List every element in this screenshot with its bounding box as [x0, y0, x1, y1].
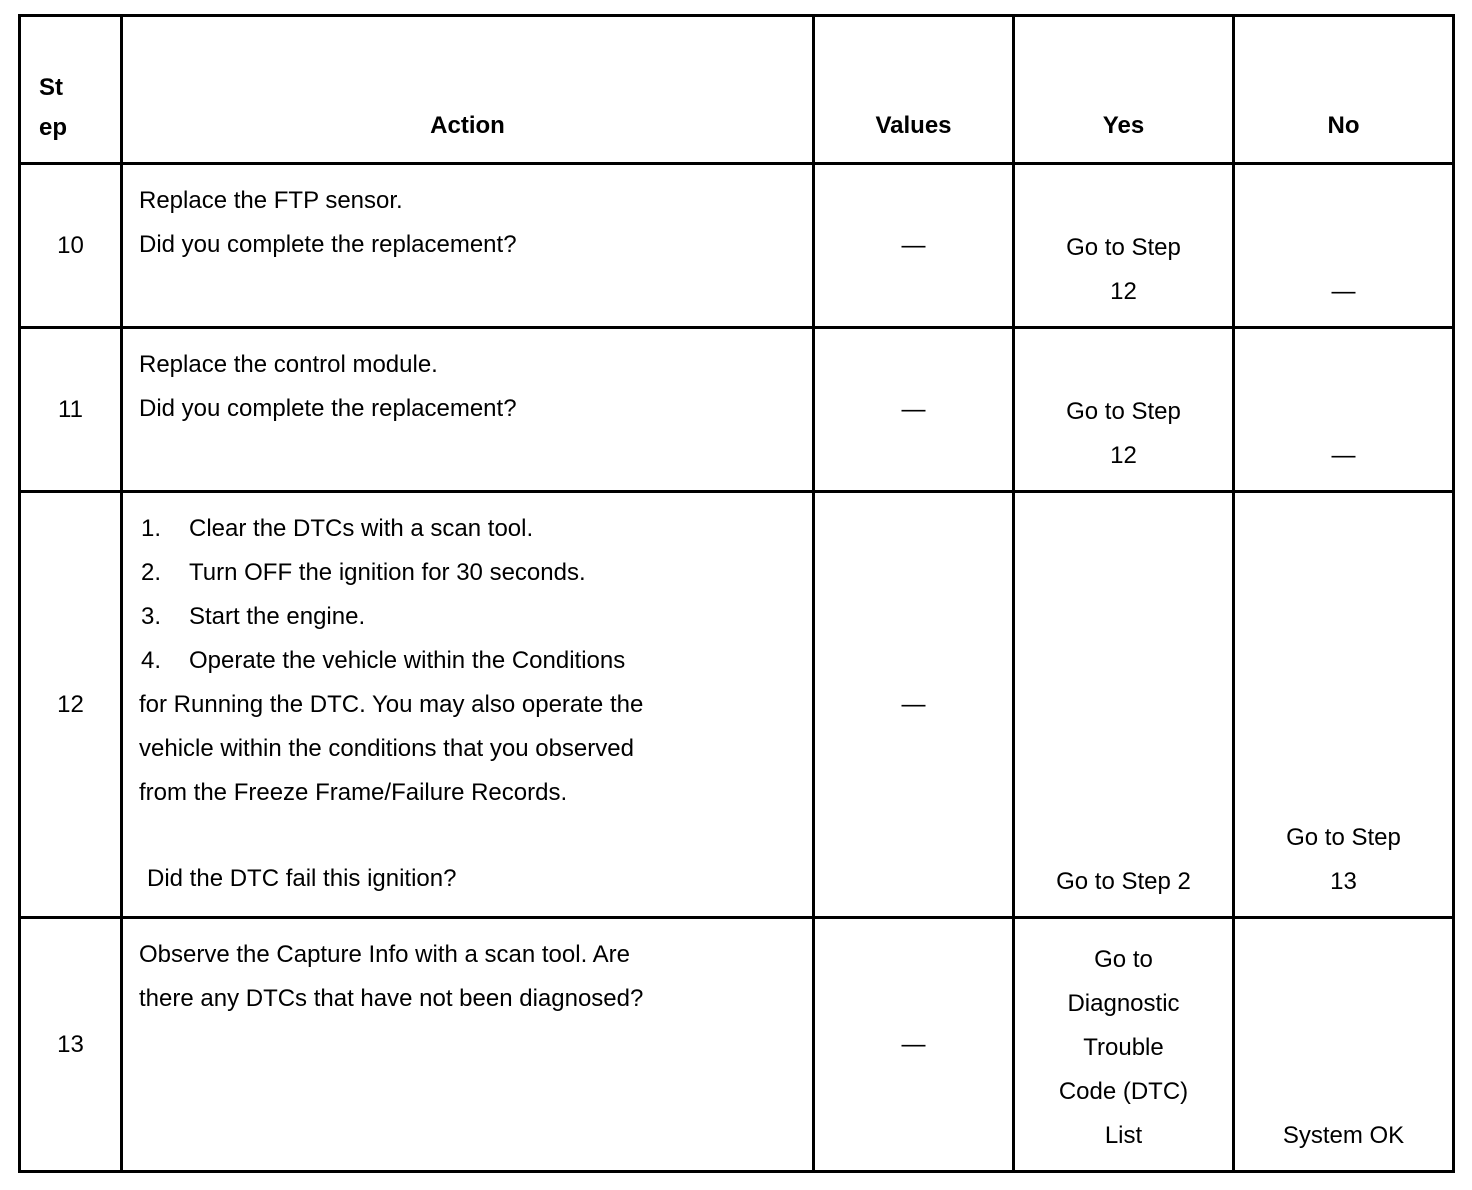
yes-line: Diagnostic — [1067, 990, 1180, 1017]
step-number: 11 — [20, 328, 122, 492]
table-row — [20, 164, 1454, 328]
no-line: 13 — [1330, 868, 1357, 895]
no-line: Go to Step — [1286, 824, 1401, 851]
list-item-number: 1. — [141, 515, 162, 542]
action-line: vehicle within the conditions that you observed — [139, 735, 634, 762]
yes-cell — [1014, 918, 1234, 1172]
values-cell: — — [814, 492, 1014, 918]
step-number: 10 — [20, 164, 122, 328]
table-row — [20, 328, 1454, 492]
action-line: Observe the Capture Info with a scan tool. Are — [139, 941, 630, 968]
list-item-number: 4. — [141, 647, 162, 674]
table-row — [20, 918, 1454, 1172]
step-number: 12 — [20, 492, 122, 918]
action-line: Did you complete the replacement? — [139, 395, 517, 422]
diagnostic-table-sheet — [18, 14, 1455, 1173]
header-step — [20, 16, 122, 164]
list-item-number: 3. — [141, 603, 162, 630]
list-item-text: Turn OFF the ignition for 30 seconds. — [189, 559, 586, 586]
action-line: Replace the control module. — [139, 351, 438, 378]
header-yes: Yes — [1014, 16, 1234, 164]
list-item-text: Clear the DTCs with a scan tool. — [189, 515, 534, 542]
action-line: for Running the DTC. You may also operate the — [139, 691, 644, 718]
action-cell — [122, 328, 814, 492]
yes-cell — [1014, 328, 1234, 492]
action-cell — [122, 164, 814, 328]
header-values: Values — [814, 16, 1014, 164]
diagnostic-steps-table — [18, 14, 1455, 1173]
header-step-line1: St — [39, 74, 63, 101]
yes-cell — [1014, 164, 1234, 328]
no-cell — [1234, 492, 1454, 918]
list-item — [139, 551, 796, 595]
yes-line: Go to Step — [1066, 398, 1181, 425]
action-line: from the Freeze Frame/Failure Records. — [139, 779, 568, 806]
action-question: Did the DTC fail this ignition? — [147, 865, 457, 892]
list-item-text: Start the engine. — [189, 603, 366, 630]
yes-line: 12 — [1110, 442, 1137, 469]
list-item — [139, 507, 796, 551]
yes-line: 12 — [1110, 278, 1137, 305]
yes-line: Go to — [1094, 946, 1153, 973]
values-cell: — — [814, 918, 1014, 1172]
values-cell: — — [814, 164, 1014, 328]
header-action: Action — [122, 16, 814, 164]
yes-line: Go to Step — [1066, 234, 1181, 261]
header-step-line2: ep — [39, 114, 68, 141]
action-cell — [122, 918, 814, 1172]
action-line: Did you complete the replacement? — [139, 231, 517, 258]
no-cell: — — [1234, 164, 1454, 328]
table-row — [20, 492, 1454, 918]
yes-line: Code (DTC) — [1058, 1078, 1189, 1105]
list-item-number: 2. — [141, 559, 162, 586]
header-no: No — [1234, 16, 1454, 164]
no-cell: — — [1234, 328, 1454, 492]
header-row — [20, 16, 1454, 164]
action-line: there any DTCs that have not been diagnosed? — [139, 985, 644, 1012]
action-line: Replace the FTP sensor. — [139, 187, 403, 214]
list-item — [139, 595, 796, 639]
list-item-text: Operate the vehicle within the Conditions — [189, 647, 626, 674]
step-number: 13 — [20, 918, 122, 1172]
no-cell: System OK — [1234, 918, 1454, 1172]
action-cell — [122, 492, 814, 918]
yes-line: Trouble — [1083, 1034, 1164, 1061]
yes-cell: Go to Step 2 — [1014, 492, 1234, 918]
values-cell: — — [814, 328, 1014, 492]
list-item — [139, 639, 796, 683]
yes-line: List — [1104, 1122, 1143, 1149]
